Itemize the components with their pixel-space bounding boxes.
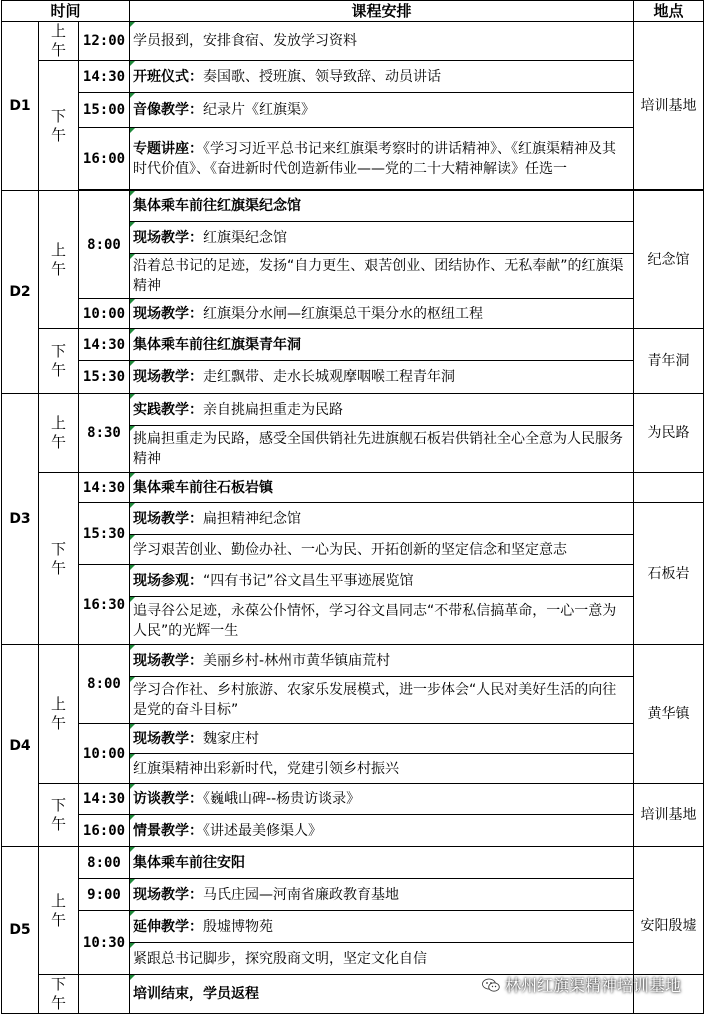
place-cell: 纪念馆	[634, 191, 704, 329]
header-time: 时间	[2, 1, 130, 22]
table-row	[2, 784, 704, 815]
time-cell: 15:30	[79, 503, 130, 565]
course-cell: 红旗渠精神出彩新时代，党建引领乡村振兴	[130, 754, 634, 784]
table-row	[2, 473, 704, 503]
course-text: 美丽乡村-林州市黄华镇庙荒村	[203, 652, 391, 669]
course-text: 殷墟博物苑	[203, 918, 274, 935]
half-label: 下 午	[39, 473, 79, 645]
day-label: D2	[2, 191, 39, 394]
course-label: 延伸教学：	[133, 918, 204, 935]
time-cell: 10:30	[79, 911, 130, 975]
course-cell: 集体乘车前往石板岩镇	[130, 473, 634, 503]
time-cell: 14:30	[79, 784, 130, 815]
course-cell: 挑扁担重走为民路，感受全国供销社先进旗舰石板岩供销社全心全意为人民服务精神	[130, 426, 634, 473]
course-text: “四有书记”谷文昌生平事迹展览馆	[203, 572, 414, 589]
course-text: 纪录片《红旗渠》	[203, 102, 316, 118]
time-cell: 10:00	[79, 724, 130, 784]
table-row	[2, 815, 704, 847]
time-cell: 15:30	[79, 361, 130, 394]
course-text: 亲自挑扁担重走为民路	[203, 401, 344, 418]
course-cell: 紧跟总书记脚步，探究殷商文明，坚定文化自信	[130, 943, 634, 975]
watermark	[482, 973, 681, 996]
schedule-table	[1, 0, 704, 1014]
course-label: 访谈教学：	[133, 791, 204, 807]
course-text: 走红飘带、走水长城观摩咽喉工程青年洞	[203, 369, 456, 385]
course-cell: 沿着总书记的足迹，发扬“自力更生、艰苦创业、团结协作、无私奉献”的红旗渠精神	[130, 254, 634, 299]
time-cell: 14:30	[79, 473, 130, 503]
time-cell	[79, 975, 130, 1014]
header-schedule: 课程安排	[130, 1, 634, 22]
course-text: 《讲述最美修渠人》	[203, 822, 323, 839]
course-cell	[130, 784, 634, 815]
course-text: 《巍峨山碑--杨贵访谈录》	[203, 791, 361, 807]
course-cell	[130, 815, 634, 847]
course-label: 情景教学：	[133, 822, 204, 839]
course-cell	[130, 222, 634, 254]
course-cell	[130, 128, 634, 190]
table-row	[2, 61, 704, 93]
course-cell: 集体乘车前往安阳	[130, 847, 634, 879]
time-cell: 10:00	[79, 299, 130, 329]
header-row	[2, 1, 704, 22]
time-cell: 16:00	[79, 815, 130, 847]
table-row	[2, 911, 704, 943]
place-cell: 培训基地	[634, 784, 704, 847]
place-cell	[634, 473, 704, 503]
course-cell	[130, 724, 634, 754]
place-cell: 青年洞	[634, 329, 704, 394]
table-row	[2, 645, 704, 677]
table-row	[2, 394, 704, 426]
time-cell: 15:00	[79, 93, 130, 128]
half-label: 上 午	[39, 847, 79, 975]
table-row	[2, 191, 704, 222]
table-row	[2, 22, 704, 61]
time-cell: 12:00	[79, 22, 130, 61]
table-row	[2, 93, 704, 128]
place-cell: 安阳殷墟	[634, 879, 704, 975]
place-cell: 培训基地	[634, 22, 704, 190]
place-cell: 黄华镇	[634, 645, 704, 784]
course-text: 魏家庄村	[203, 730, 260, 747]
watermark-text: 林州红旗渠精神培训基地	[504, 976, 681, 995]
half-label: 下 午	[39, 329, 79, 394]
wechat-icon	[482, 978, 500, 992]
table-row	[2, 847, 704, 879]
course-text: 学员报到，安排食宿、发放学习资料	[133, 33, 358, 49]
course-cell	[130, 22, 634, 61]
course-text: 扁担精神纪念馆	[203, 510, 302, 527]
course-label: 现场参观：	[133, 572, 204, 589]
course-text: 马氏庄园—河南省廉政教育基地	[203, 886, 400, 903]
time-cell: 8:30	[79, 394, 130, 473]
table-row	[2, 879, 704, 911]
place-cell	[634, 847, 704, 879]
half-label: 下 午	[39, 975, 79, 1014]
course-cell	[130, 879, 634, 911]
course-label: 现场教学：	[133, 510, 204, 527]
time-cell: 8:00	[79, 847, 130, 879]
time-cell: 8:00	[79, 191, 130, 299]
course-label: 现场教学：	[133, 730, 204, 747]
time-cell: 14:30	[79, 329, 130, 361]
course-cell	[130, 61, 634, 93]
course-label: 开班仪式：	[133, 68, 204, 85]
table-row	[2, 299, 704, 329]
place-cell: 石板岩	[634, 503, 704, 645]
course-cell	[130, 394, 634, 426]
time-cell: 8:00	[79, 645, 130, 724]
day-label: D3	[2, 394, 39, 645]
table-row	[2, 361, 704, 394]
course-label: 音像教学：	[133, 102, 204, 118]
course-cell: 集体乘车前往红旗渠纪念馆	[130, 191, 634, 222]
course-label: 现场教学：	[133, 369, 204, 385]
course-cell: 培训结束，学员返程	[130, 975, 634, 1014]
header-place: 地点	[634, 1, 704, 22]
course-label: 实践教学：	[133, 401, 204, 418]
table-row	[2, 565, 704, 597]
half-label: 下 午	[39, 784, 79, 847]
course-cell	[130, 503, 634, 535]
table-row	[2, 724, 704, 754]
course-cell	[130, 565, 634, 597]
course-cell	[130, 645, 634, 677]
time-cell: 16:30	[79, 565, 130, 645]
course-cell: 追寻谷公足迹，永葆公仆情怀，学习谷文昌同志“不带私信搞革命，一心一意为人民”的光辉一生	[130, 597, 634, 645]
day-label: D4	[2, 645, 39, 847]
course-cell	[130, 93, 634, 128]
course-cell: 学习艰苦创业、勤俭办社、一心为民、开拓创新的坚定信念和坚定意志	[130, 535, 634, 565]
course-label: 现场教学：	[133, 229, 204, 246]
table-row	[2, 503, 704, 535]
course-label: 专题讲座：	[133, 140, 204, 157]
day-label: D5	[2, 847, 39, 1014]
table-row	[2, 329, 704, 361]
course-cell: 学习合作社、乡村旅游、农家乐发展模式，进一步体会“人民对美好生活的向往是党的奋斗目标”	[130, 677, 634, 724]
half-label: 上 午	[39, 22, 79, 61]
course-text: 《学习习近平总书记来红旗渠考察时的讲话精神》、《红旗渠精神及其时代价值》、《奋进新时代创造新伟业——党的二十大精神解读》任选一	[133, 140, 617, 177]
course-text: 红旗渠纪念馆	[203, 229, 288, 246]
course-cell	[130, 299, 634, 329]
course-label: 现场教学：	[133, 886, 204, 903]
course-label: 现场教学：	[133, 305, 204, 322]
course-text: 红旗渠分水闸—红旗渠总干渠分水的枢纽工程	[203, 305, 484, 322]
half-label: 下 午	[39, 61, 79, 191]
time-cell: 9:00	[79, 879, 130, 911]
half-label: 上 午	[39, 645, 79, 784]
place-cell: 为民路	[634, 394, 704, 473]
course-cell	[130, 911, 634, 943]
course-cell	[130, 361, 634, 394]
course-cell: 集体乘车前往红旗渠青年洞	[130, 329, 634, 361]
course-label: 现场教学：	[133, 652, 204, 669]
half-label: 上 午	[39, 394, 79, 473]
time-cell: 14:30	[79, 61, 130, 93]
time-cell: 16:00	[79, 128, 130, 190]
course-text: 奏国歌、授班旗、领导致辞、动员讲话	[203, 68, 442, 85]
table-row	[2, 128, 704, 190]
half-label: 上 午	[39, 191, 79, 329]
day-label: D1	[2, 22, 39, 191]
